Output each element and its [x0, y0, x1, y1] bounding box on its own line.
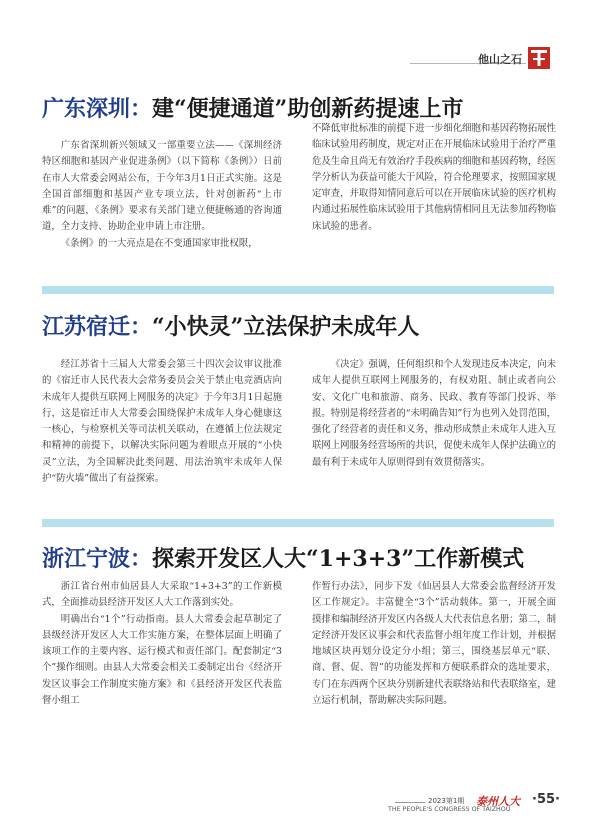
article-2-title [42, 310, 419, 341]
article-1-title [42, 92, 463, 123]
article-2-headline: “小快灵”立法保护未成年人 [152, 314, 420, 340]
paragraph: 明确出台“1个”行动指南。县人大常委会起草制定了县级经济开发区人大工作实施方案，在整体层面上明确了该项工作的主要内容、运行模式和责任部门。配套制定“3个”操作细则。由县人大常委会相关工委制定出台《经济开发区议事会工作制度实施方案》和《县经济开发区代表监督小组工 [42, 613, 282, 707]
paragraph: 浙江省台州市仙居县人大采取“1+3+3”的工作新模式，全面推动县经济开发区人大工作落到实处。 [42, 581, 282, 609]
paragraph: 《决定》强调，任何组织和个人发现违反本决定，向未成年人提供互联网上网服务的，有权劝阻、制止或者向公安、文化广电和旅游、商务、民政、教育等部门投诉、举报。特别是将经营者的“未明确告知”行为也列入处罚范围，强化了经营者的责任和义务，推动形成禁止未成年人进入互联网上网服务经营场所的共识，促使未成年人保护法确立的最有利于未成年人原则得到有效贯彻落实。 [312, 359, 556, 468]
article-1-headline: 建“便捷通道”助创新药提速上市 [152, 96, 464, 122]
article-3-title [42, 542, 524, 573]
article-3-col-2 [312, 579, 556, 709]
article-3-location: 浙江宁波： [42, 546, 153, 572]
section-label: 他山之石 [478, 53, 522, 66]
article-2-col-1 [42, 357, 282, 487]
article-3-col-1 [42, 579, 282, 709]
issue-number: 2023第1期 [428, 797, 465, 805]
article-2-col-2 [312, 357, 556, 471]
article-2-location: 江苏宿迁： [42, 314, 153, 340]
paragraph: 《条例》的一大亮点是在不变通国家审批权限， [60, 237, 258, 249]
page-number: ·55· [532, 792, 560, 807]
paragraph: 广东省深圳新兴领域又一部重要立法——《深圳经济特区细胞和基因产业促进条例》（以下简称《条例》）日前在市人大常委会网站公布，于今年3月1日正式实施。这是全国首部细胞和基因产业专项立法，针对创新药“上市难”的问题，《条例》要求有关部门建立便捷畅通的咨询通道，全力支持、协助企业申请上市注册。 [42, 140, 282, 233]
article-3-headline: 探索开发区人大“1+3+3”工作新模式 [152, 546, 525, 572]
magazine-name: 泰州人大 [476, 795, 520, 808]
footer-rule [395, 802, 425, 803]
article-1-col-1 [42, 138, 282, 252]
article-1-location: 广东深圳： [42, 96, 153, 122]
section-divider [42, 286, 554, 294]
paragraph: 经江苏省十三届人大常委会第三十四次会议审议批准的《宿迁市人民代表大会常务委员会关于禁止电竞酒店向未成年人提供互联网上网服务的决定》于今年3月1日起施行，这是宿迁市人大常委会围绕保护未成年人身心健康这一核心，与检察机关等司法机关联动，在遵循上位法规定和精神的前提下，以解决实际问题为着眼点开展的“小快灵”立法，为全国解决此类问题、用法治筑牢未成年人保护“防火墙”做出了有益探索。 [42, 359, 282, 485]
red-seal-logo-icon [527, 46, 551, 70]
paragraph: 不降低审批标准的前提下进一步细化细胞和基因药物拓展性临床试验用药制度，规定对正在开展临床试验用于治疗严重危及生命且尚无有效治疗手段疾病的细胞和基因药物，经医学分析认为获益可能大于风险，符合伦理要求，按照国家规定审查，并取得知情同意后可以在开展临床试验的医疗机构内通过拓展性临床试验用于其他病情相同且无法参加药物临床试验的患者。 [312, 123, 556, 232]
paragraph: 作暂行办法》，同步下发《仙居县人大常委会监督经济开发区工作规定》。丰富健全“3个”活动载体。第一，开展全面摸排和编制经济开发区内各级人大代表信息名册；第二，制定经济开发区议事会和代表监督小组年度工作计划，并根据地域区块再划分设定分小组；第三，围绕基层单元“联、商、督、促、智”的功能发挥和方便联系群众的选址要求，专门在东西两个区块分别新建代表联络站和代表联络室，建立运行机制，帮助解决实际问题。 [312, 581, 556, 707]
article-1-col-2 [312, 121, 556, 235]
magazine-english-name: THE PEOPLE'S CONGRESS OF TAIZHOU [388, 806, 511, 813]
section-divider [42, 519, 554, 527]
